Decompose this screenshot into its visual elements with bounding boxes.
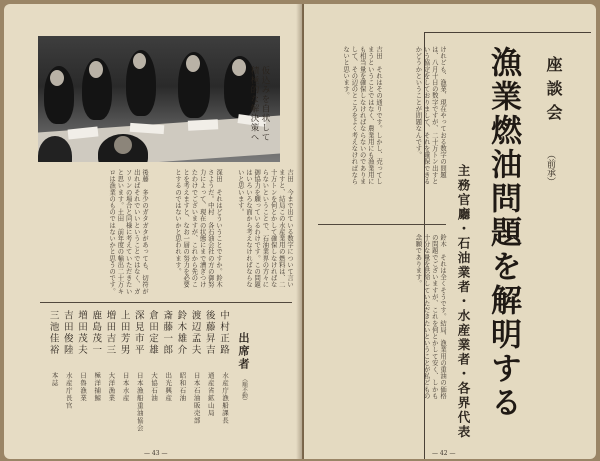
section-divider <box>40 302 292 303</box>
attendee-organization: 通産省鉱山局 <box>206 372 215 417</box>
right-column-divider <box>318 224 446 225</box>
attendee-name: 深見市平 <box>132 310 144 356</box>
magazine-spread <box>4 4 596 459</box>
attendee-name: 増田茂夫 <box>76 310 87 356</box>
left-lead-heading: 仮込みを自状して 積極的な解決策へ <box>249 66 270 142</box>
article-speakers: 主務官廳・石油業者・水産業者・各界代表 <box>456 164 471 440</box>
left-body-column-2: 深田 それはどういうことですか。鈴木 さようだ。中村 各石油会社の方の御努力によって、現在の状態にまで漕ぎつけたわけでございますが、これから先のことを考えますと、なお一層の努力を必要とするのではないかと思われます。 <box>173 169 222 295</box>
attendee-name: 渡辺孟夫 <box>189 310 201 356</box>
roundtable-photo <box>38 36 280 162</box>
attendee-organization: 大洋漁業 <box>107 372 116 402</box>
attendee-name: 倉田定雄 <box>147 310 158 356</box>
attendee-name: 鹿島茂一 <box>90 310 102 356</box>
right-page <box>304 4 596 459</box>
attendee-name: 吉田俊陸 <box>61 310 73 356</box>
article-title: 漁業燃油問題を解明する <box>485 46 521 420</box>
attendee-organization: 日魯漁業 <box>79 372 87 402</box>
attendee-name: 増田吉三 <box>104 310 116 356</box>
right-body-column-3: 鈴木 それは全くそうです。結局、漁業用の重油の価格の問題でございますが、これを何とかして安く、しかも十分な量を供給していただきたいということが私どもの念願であります。 <box>414 234 446 399</box>
right-body-column-1: けれども、漁業、現在やっておる数字の問題は、八月十日の数字ですが、二十万トン出すという協定をしておりまして、それを確保できるかどうかということが問題なんです。 <box>414 46 446 185</box>
attendee-organization: 本誌 <box>50 372 59 387</box>
left-page-number: — 43 — <box>144 450 168 457</box>
attendee-organization: 水産庁長官 <box>64 372 73 410</box>
attendee-organization: 昭和石油 <box>178 372 187 402</box>
attendee-organization: 大協石油 <box>150 372 158 402</box>
attendee-name: 上田芳男 <box>118 310 130 356</box>
attendee-organization: 日本水産 <box>121 372 130 402</box>
left-body-column-3: 後藤 多少のガタガタがあっても、切符が出ればそれでいいということではなく、ガソリンの場合と同様に考えていただきたいと思います。土田 前年度の輸出二十万キロは漁業のものではないかと思うのです。 <box>108 169 148 295</box>
attendee-name: 斎藤一郎 <box>161 310 173 356</box>
zadankai-label: 座談会 <box>544 56 563 128</box>
attendees-note: （順不動） <box>241 376 247 404</box>
left-page <box>4 4 302 459</box>
left-body-column-1: 吉田 今まで出ている数字について言いますと、結局この水産業用の燃料は、二十万トンを何とかして確保しなければならないということで、石油業界の方々に御協力を願っているわけです。この問題はいろいろな面から考えなければならないと思います。 <box>236 169 293 288</box>
attendee-name: 中村正路 <box>218 310 229 356</box>
attendee-organization: 日本漁船重油協会 <box>135 372 144 432</box>
right-page-number: — 42 — <box>432 450 456 457</box>
zenshou-label: （前承） <box>545 150 555 186</box>
attendee-organization: 水産庁漁船課長 <box>221 372 229 425</box>
attendee-organization: 極洋捕鯨 <box>93 372 102 402</box>
attendee-organization: 出光興産 <box>164 372 173 402</box>
attendee-organization: 日本石油販売部 <box>192 372 201 425</box>
right-body-column-2: 吉田 それはその通りです。しかし、売ってしまうということではなく、農業用にも漁業用にも相当量を確保しなければならないのでありまして、その辺のところをよく考えなければならないと思います。 <box>342 46 382 185</box>
attendee-name: 鈴木雄介 <box>175 310 187 356</box>
attendee-name: 三池佳裕 <box>47 310 59 356</box>
attendees-heading: 出席者 <box>237 332 250 371</box>
attendee-name: 後藤昇吉 <box>203 310 215 356</box>
